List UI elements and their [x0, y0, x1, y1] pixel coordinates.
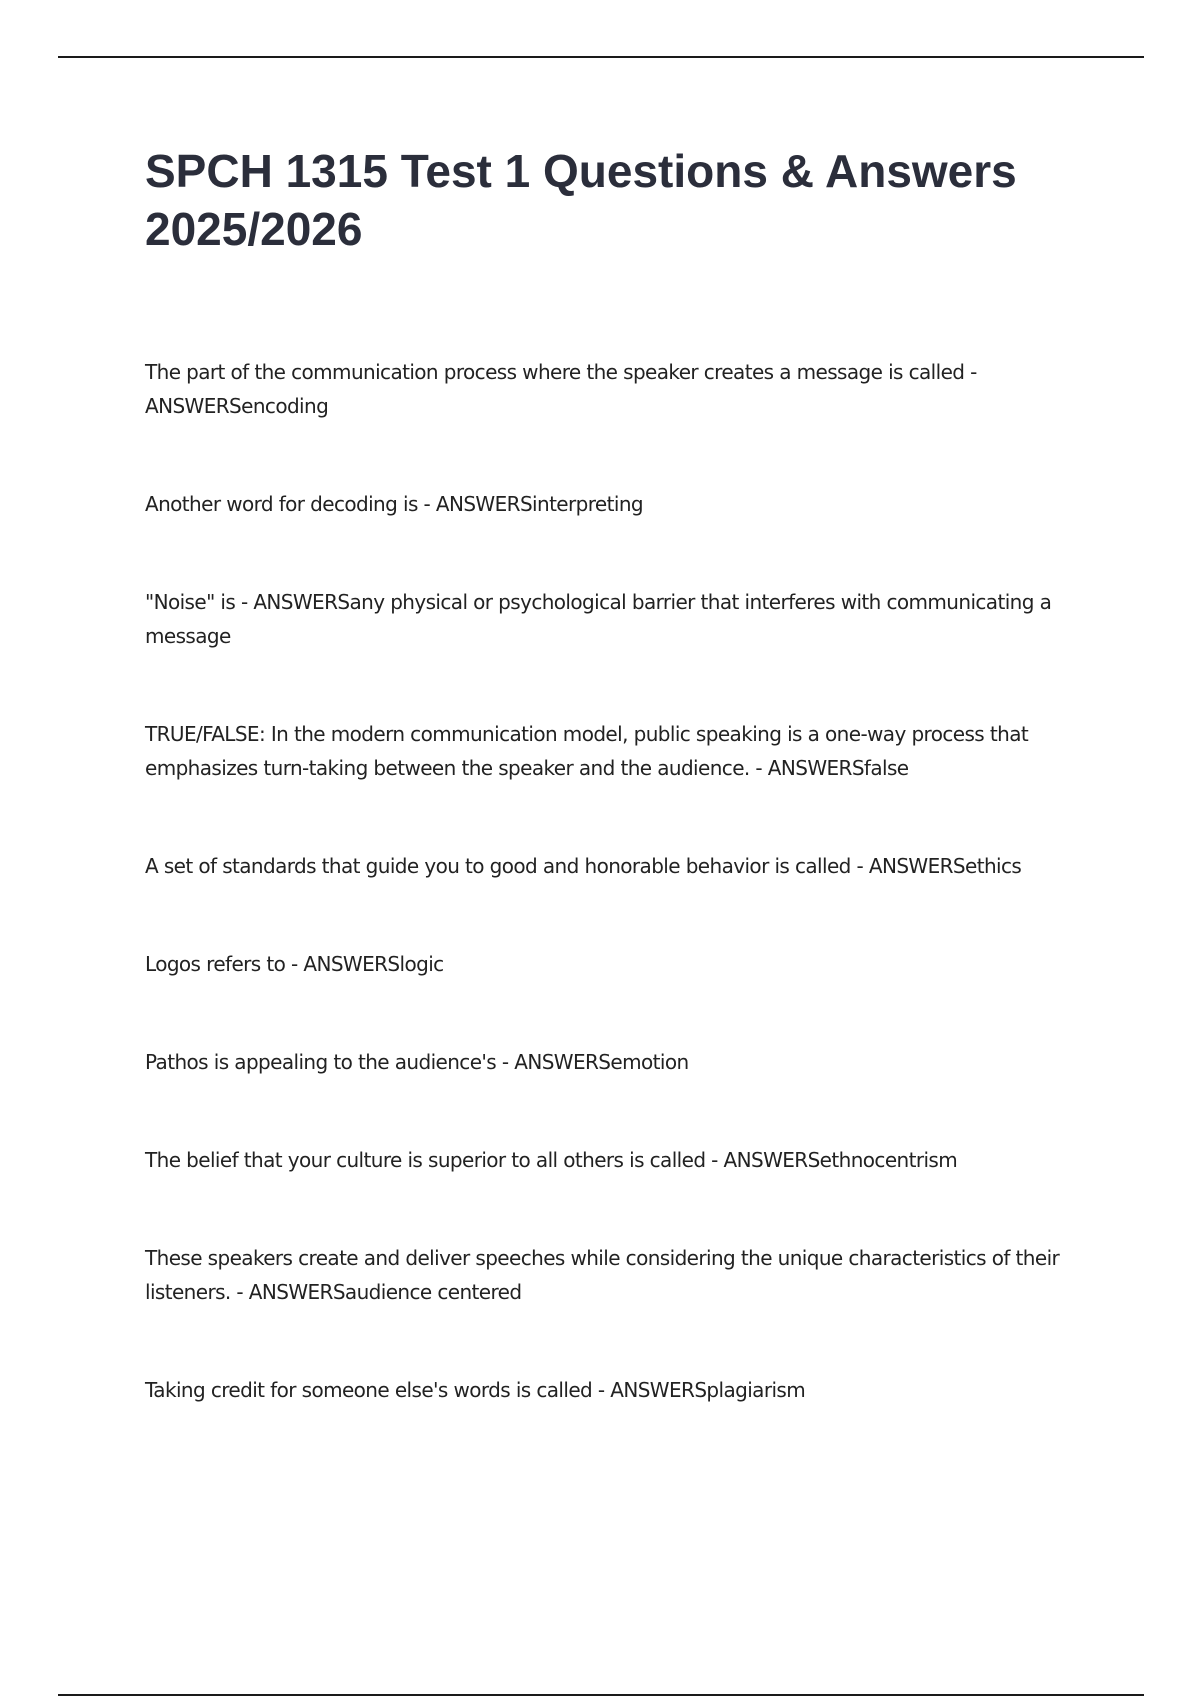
- footer-divider: [58, 1694, 1144, 1696]
- header-divider: [58, 56, 1144, 58]
- qa-item-6: Logos refers to - ANSWERSlogic: [145, 952, 444, 976]
- qa-item-9: These speakers create and deliver speeches while considering the unique characteristics of their listeners. - ANSWERSaudience centered: [145, 1246, 1060, 1304]
- qa-item-3: "Noise" is - ANSWERSany physical or psychological barrier that interferes with communicating a message: [145, 590, 1052, 648]
- qa-item-5: A set of standards that guide you to good and honorable behavior is called - ANSWERSethics: [145, 854, 1022, 878]
- qa-item-10: Taking credit for someone else's words is called - ANSWERSplagiarism: [145, 1378, 806, 1402]
- document-title: SPCH 1315 Test 1 Questions & Answers 2025/2026: [145, 145, 1017, 255]
- qa-item-2: Another word for decoding is - ANSWERSinterpreting: [145, 492, 643, 516]
- qa-list: [145, 355, 1105, 1471]
- qa-item-7: Pathos is appealing to the audience's - ANSWERSemotion: [145, 1050, 689, 1074]
- qa-item-8: The belief that your culture is superior to all others is called - ANSWERSethnocentrism: [145, 1148, 958, 1172]
- qa-item-1: The part of the communication process where the speaker creates a message is called - ANSWERSencoding: [145, 360, 977, 418]
- qa-item-4: TRUE/FALSE: In the modern communication model, public speaking is a one-way process that emphasizes turn-taking between the speaker and the audience. - ANSWERSfalse: [145, 722, 1029, 780]
